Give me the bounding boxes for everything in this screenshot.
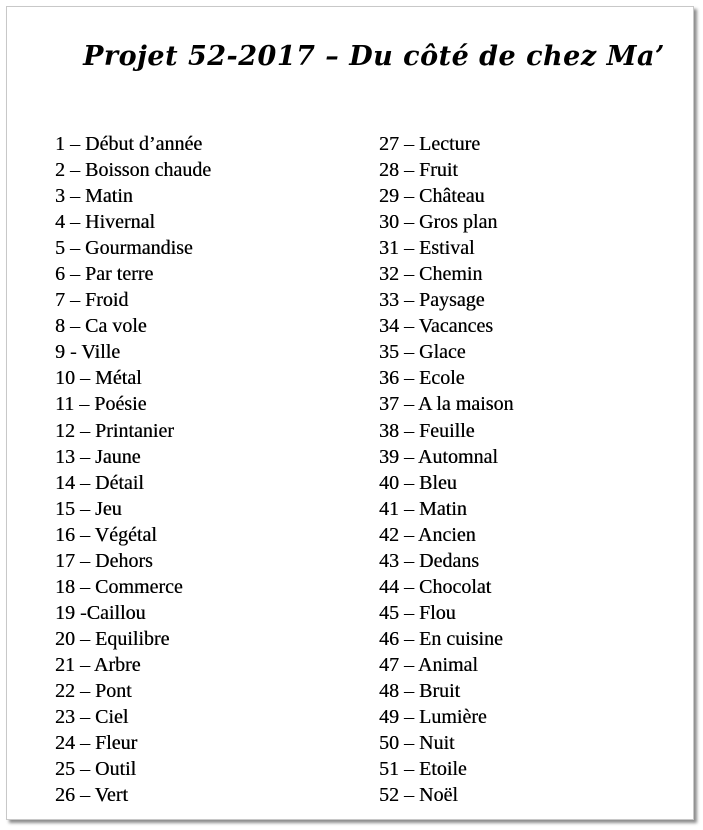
- theme-item: 28 – Fruit: [379, 159, 458, 182]
- theme-item: 3 – Matin: [55, 185, 133, 208]
- theme-item: 46 – En cuisine: [379, 627, 503, 650]
- theme-item: 37 – A la maison: [379, 393, 514, 416]
- theme-item: 43 – Dedans: [379, 549, 479, 572]
- theme-item: 19 -Caillou: [55, 601, 146, 624]
- theme-item: 7 – Froid: [55, 289, 129, 312]
- theme-item: 21 – Arbre: [55, 653, 141, 676]
- theme-item: 31 – Estival: [379, 237, 475, 260]
- theme-item: 49 – Lumière: [379, 706, 487, 729]
- theme-list-right: [379, 131, 513, 808]
- theme-item: 50 – Nuit: [379, 732, 455, 755]
- theme-item: 5 – Gourmandise: [55, 237, 193, 260]
- document-page: [6, 6, 694, 820]
- theme-item: 33 – Paysage: [379, 289, 485, 312]
- theme-item: 25 – Outil: [55, 758, 137, 781]
- document-title: Projet 52-2017 – Du côté de chez Ma’: [83, 41, 665, 72]
- theme-item: 26 – Vert: [55, 784, 128, 807]
- theme-list-left: [55, 131, 211, 808]
- theme-item: 30 – Gros plan: [379, 211, 498, 234]
- theme-item: 23 – Ciel: [55, 706, 129, 729]
- theme-item: 44 – Chocolat: [379, 575, 492, 598]
- theme-item: 24 – Fleur: [55, 732, 138, 755]
- theme-item: 9 - Ville: [55, 341, 121, 364]
- theme-item: 51 – Etoile: [379, 758, 467, 781]
- theme-item: 41 – Matin: [379, 497, 467, 520]
- theme-item: 32 – Chemin: [379, 263, 483, 286]
- theme-item: 18 – Commerce: [55, 575, 183, 598]
- theme-item: 14 – Détail: [55, 471, 144, 494]
- theme-item: 4 – Hivernal: [55, 211, 155, 234]
- theme-item: 45 – Flou: [379, 601, 456, 624]
- theme-item: 6 – Par terre: [55, 263, 154, 286]
- theme-item: 52 – Noël: [379, 784, 458, 807]
- theme-item: 48 – Bruit: [379, 679, 461, 702]
- theme-item: 47 – Animal: [379, 653, 478, 676]
- theme-item: 27 – Lecture: [379, 133, 481, 155]
- theme-item: 22 – Pont: [55, 679, 132, 702]
- theme-item: 36 – Ecole: [379, 367, 465, 390]
- theme-item: 10 – Métal: [55, 367, 142, 390]
- theme-item: 15 – Jeu: [55, 497, 122, 520]
- theme-item: 12 – Printanier: [55, 419, 174, 442]
- theme-item: 35 – Glace: [379, 341, 466, 364]
- theme-item: 29 – Château: [379, 185, 485, 208]
- theme-item: 1 – Début d’année: [55, 133, 203, 155]
- theme-item: 20 – Equilibre: [55, 627, 170, 650]
- theme-item: 2 – Boisson chaude: [55, 159, 212, 182]
- theme-item: 13 – Jaune: [55, 445, 141, 468]
- theme-item: 42 – Ancien: [379, 523, 476, 546]
- theme-item: 8 – Ca vole: [55, 315, 147, 338]
- theme-item: 17 – Dehors: [55, 549, 153, 572]
- theme-item: 34 – Vacances: [379, 315, 494, 338]
- theme-item: 38 – Feuille: [379, 419, 475, 442]
- theme-item: 39 – Automnal: [379, 445, 498, 468]
- theme-item: 16 – Végétal: [55, 523, 157, 546]
- theme-item: 11 – Poésie: [55, 393, 147, 416]
- theme-item: 40 – Bleu: [379, 471, 457, 494]
